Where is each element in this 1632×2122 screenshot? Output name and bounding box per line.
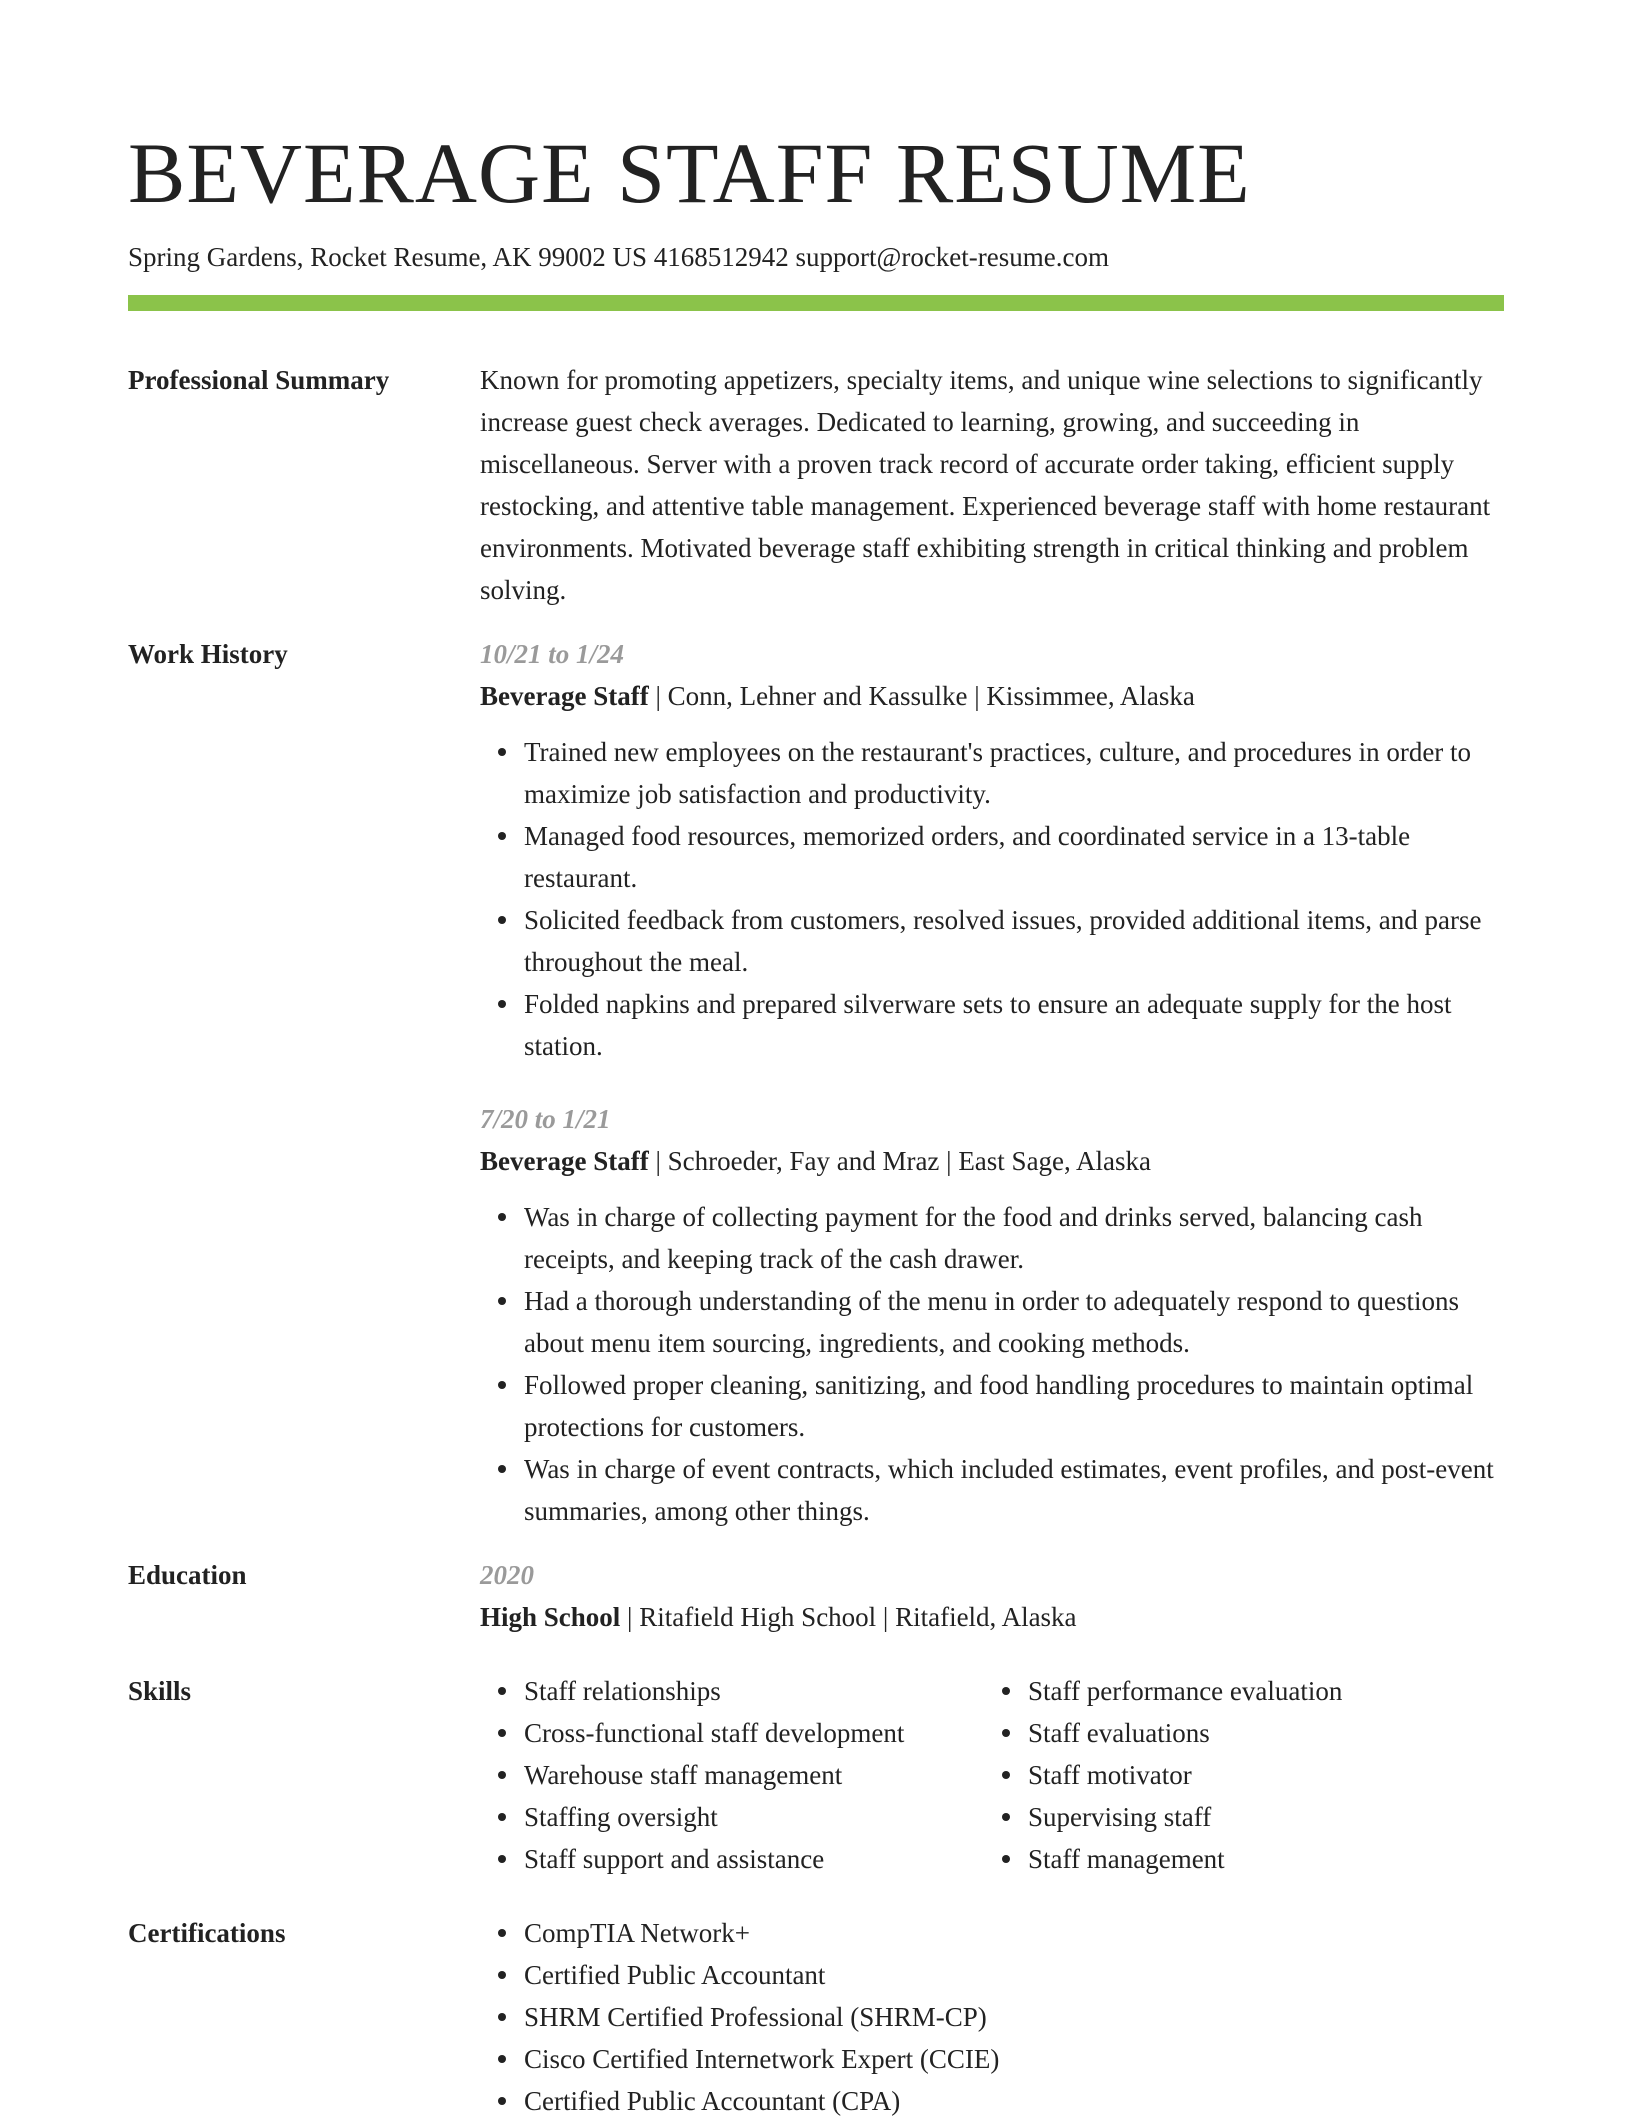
list-item: Solicited feedback from customers, resolved issues, provided additional items, and parse throughout the meal. <box>524 899 1504 983</box>
job-heading <box>480 675 1504 717</box>
accent-divider <box>128 295 1504 311</box>
list-item: Supervising staff <box>1028 1796 1342 1838</box>
education-heading <box>480 1596 1504 1638</box>
job-date: 7/20 to 1/21 <box>480 1104 611 1134</box>
certifications-label: Certifications <box>128 1918 286 1948</box>
job-bullets <box>480 731 1504 1067</box>
skills-label: Skills <box>128 1676 192 1706</box>
list-item: Staff support and assistance <box>524 1838 984 1880</box>
job-details: | Conn, Lehner and Kassulke | Kissimmee, Alaska <box>648 681 1195 711</box>
list-item: Folded napkins and prepared silverware sets to ensure an adequate supply for the host station. <box>524 983 1504 1067</box>
education-label: Education <box>128 1560 247 1590</box>
list-item: Staff motivator <box>1028 1754 1342 1796</box>
list-item: Followed proper cleaning, sanitizing, and food handling procedures to maintain optimal protections for customers. <box>524 1364 1504 1448</box>
list-item: Certified Public Accountant (CPA) <box>524 2080 1504 2122</box>
resume-page <box>128 118 1504 2122</box>
list-item: Staffing oversight <box>524 1796 984 1838</box>
education-content <box>480 1554 1504 1638</box>
list-item: Staff performance evaluation <box>1028 1670 1342 1712</box>
education-degree: High School <box>480 1602 621 1632</box>
job-details: | Schroeder, Fay and Mraz | East Sage, Alaska <box>648 1146 1152 1176</box>
contact-line: Spring Gardens, Rocket Resume, AK 99002 US 4168512942 support@rocket-resume.com <box>128 242 1109 272</box>
resume-title: BEVERAGE STAFF RESUME <box>128 125 1251 221</box>
skills-column-1 <box>480 1670 984 1880</box>
skills-column-2 <box>984 1670 1342 1880</box>
job-title: Beverage Staff <box>480 1146 649 1176</box>
list-item: Staff evaluations <box>1028 1712 1342 1754</box>
education-date: 2020 <box>480 1560 534 1590</box>
summary-section <box>128 359 1504 611</box>
list-item: Certified Public Accountant <box>524 1954 1504 1996</box>
work-history-section <box>128 633 1504 1532</box>
skills-content <box>480 1670 1504 1880</box>
list-item: Was in charge of event contracts, which included estimates, event profiles, and post-event summaries, among other things. <box>524 1448 1504 1532</box>
certifications-list <box>480 1912 1504 2122</box>
job-entry <box>480 633 1504 1067</box>
summary-label: Professional Summary <box>128 365 390 395</box>
list-item: Cross-functional staff development <box>524 1712 984 1754</box>
list-item: SHRM Certified Professional (SHRM-CP) <box>524 1996 1504 2038</box>
list-item: Staff management <box>1028 1838 1342 1880</box>
list-item: Warehouse staff management <box>524 1754 984 1796</box>
list-item: Cisco Certified Internetwork Expert (CCIE) <box>524 2038 1504 2080</box>
education-section <box>128 1554 1504 1638</box>
list-item: Was in charge of collecting payment for the food and drinks served, balancing cash receipts, and keeping track of the cash drawer. <box>524 1196 1504 1280</box>
education-details: | Ritafield High School | Ritafield, Alaska <box>620 1602 1077 1632</box>
skills-section <box>128 1670 1504 1880</box>
job-bullets <box>480 1196 1504 1532</box>
work-history-label: Work History <box>128 639 288 669</box>
list-item: Managed food resources, memorized orders, and coordinated service in a 13-table restaurant. <box>524 815 1504 899</box>
list-item: Had a thorough understanding of the menu in order to adequately respond to questions about menu item sourcing, ingredients, and cooking methods. <box>524 1280 1504 1364</box>
list-item: Staff relationships <box>524 1670 984 1712</box>
certifications-section <box>128 1912 1504 2122</box>
work-history-content <box>480 633 1504 1532</box>
job-date: 10/21 to 1/24 <box>480 639 625 669</box>
list-item: Trained new employees on the restaurant's practices, culture, and procedures in order to maximize job satisfaction and productivity. <box>524 731 1504 815</box>
job-heading <box>480 1140 1504 1182</box>
job-title: Beverage Staff <box>480 681 649 711</box>
certifications-content <box>480 1912 1504 2122</box>
list-item: CompTIA Network+ <box>524 1912 1504 1954</box>
job-entry <box>480 1098 1504 1532</box>
summary-text: Known for promoting appetizers, specialty items, and unique wine selections to significantly increase guest check averages. Dedicated to learning, growing, and succeeding in miscellaneous. Server with a proven track record of accurate order taking, efficient supply restocking, and attentive table management. Experienced beverage staff with home restaurant environments. Motivated beverage staff exhibiting strength in critical thinking and problem solving. <box>480 365 1491 605</box>
